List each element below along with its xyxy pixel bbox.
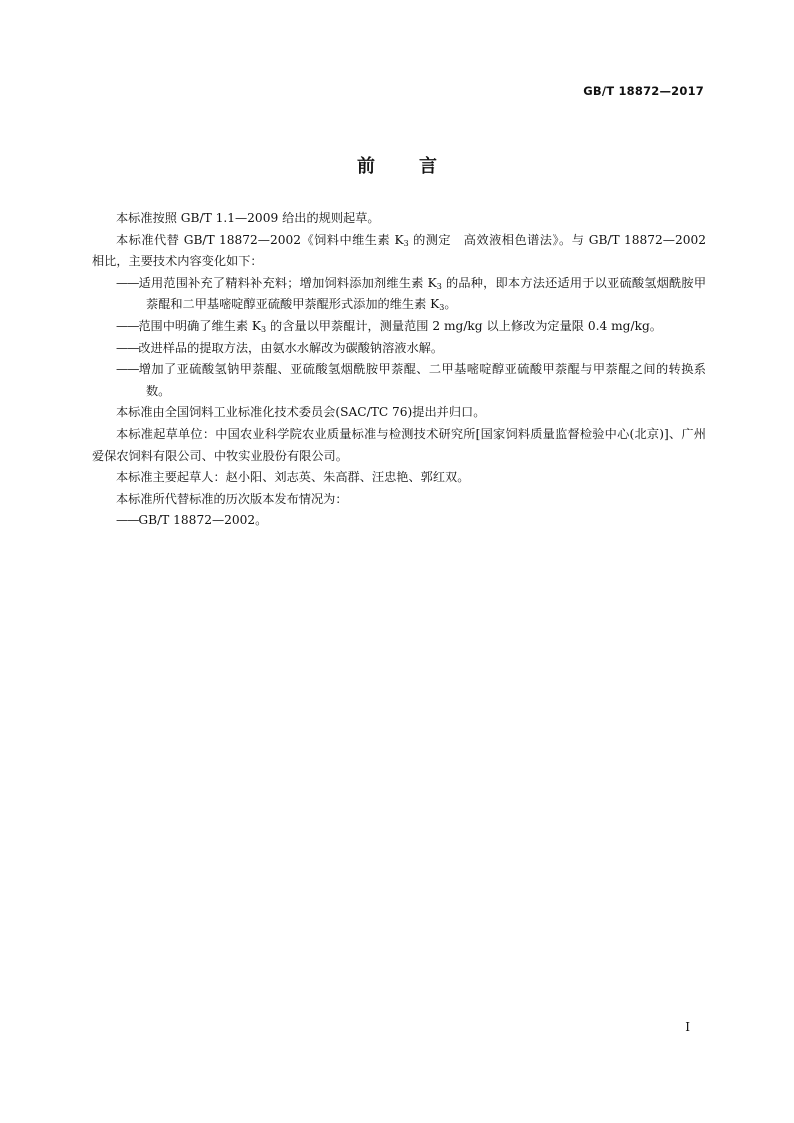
page-number: I	[685, 1020, 690, 1034]
text-fragment: 范围中明确了维生素 K	[138, 318, 262, 333]
subscript: 3	[403, 238, 409, 248]
text-fragment: 增加了亚硫酸氢钠甲萘醌、亚硫酸氢烟酰胺甲萘醌、二甲基嘧啶醇亚硫酸甲萘醌与甲萘醌之间的转换系数。	[138, 362, 706, 398]
text-fragment: 改进样品的提取方法，由氨水水解改为碳酸钠溶液水解。	[138, 340, 444, 355]
text-fragment: 本标准代替 GB/T 18872—2002《饲料中维生素 K	[116, 232, 404, 247]
text-fragment: 。	[444, 297, 457, 312]
dash-marker: ——	[116, 340, 139, 355]
text-fragment: 的品种，即本方法还适用于以亚硫酸氢烟酰胺甲萘醌和二甲基嘧啶醇亚硫酸甲萘醌形式添加的维生素 K	[146, 275, 707, 312]
text-fragment: 适用范围补充了精料补充料；增加饲料添加剂维生素 K	[138, 275, 437, 290]
paragraph-proposed-by: 本标准由全国饲料工业标准化技术委员会(SAC/TC 76)提出并归口。	[116, 405, 486, 420]
page-title: 前言	[357, 156, 481, 177]
text-fragment: GB/T 18872—2002。	[138, 513, 268, 528]
list-item	[92, 359, 706, 402]
list-item	[92, 510, 706, 532]
subscript: 3	[436, 281, 442, 291]
foreword-body	[92, 208, 706, 532]
text-fragment: 的测定 高效液相色谱法》。与 GB/T 18872—2002 相比，主要技术内容变化如下：	[92, 232, 706, 269]
list-item	[92, 273, 706, 316]
dash-marker: ——	[116, 318, 139, 333]
subscript: 3	[439, 303, 445, 313]
list-item	[92, 338, 706, 360]
paragraph-drafters: 本标准主要起草人：赵小阳、刘志英、朱高群、汪忠艳、郭红双。	[116, 470, 470, 485]
paragraph-drafting-rules: 本标准按照 GB/T 1.1—2009 给出的规则起草。	[116, 211, 380, 225]
dash-marker: ——	[116, 362, 139, 377]
paragraph-replaces	[92, 230, 706, 273]
text-fragment: 的含量以甲萘醌计，测量范围 2 mg/kg 以上修改为定量限 0.4 mg/kg。	[266, 318, 662, 333]
dash-marker: ——	[116, 275, 139, 290]
dash-marker: ——	[116, 513, 139, 528]
paragraph-drafting-units: 本标准起草单位：中国农业科学院农业质量标准与检测技术研究所[国家饲料质量监督检验中心(北京)]、广州爱保农饲料有限公司、中牧实业股份有限公司。	[92, 426, 706, 463]
subscript: 3	[261, 324, 267, 334]
paragraph-history: 本标准所代替标准的历次版本发布情况为：	[116, 491, 348, 506]
standard-number: GB/T 18872—2017	[583, 84, 704, 98]
list-item	[92, 316, 706, 338]
